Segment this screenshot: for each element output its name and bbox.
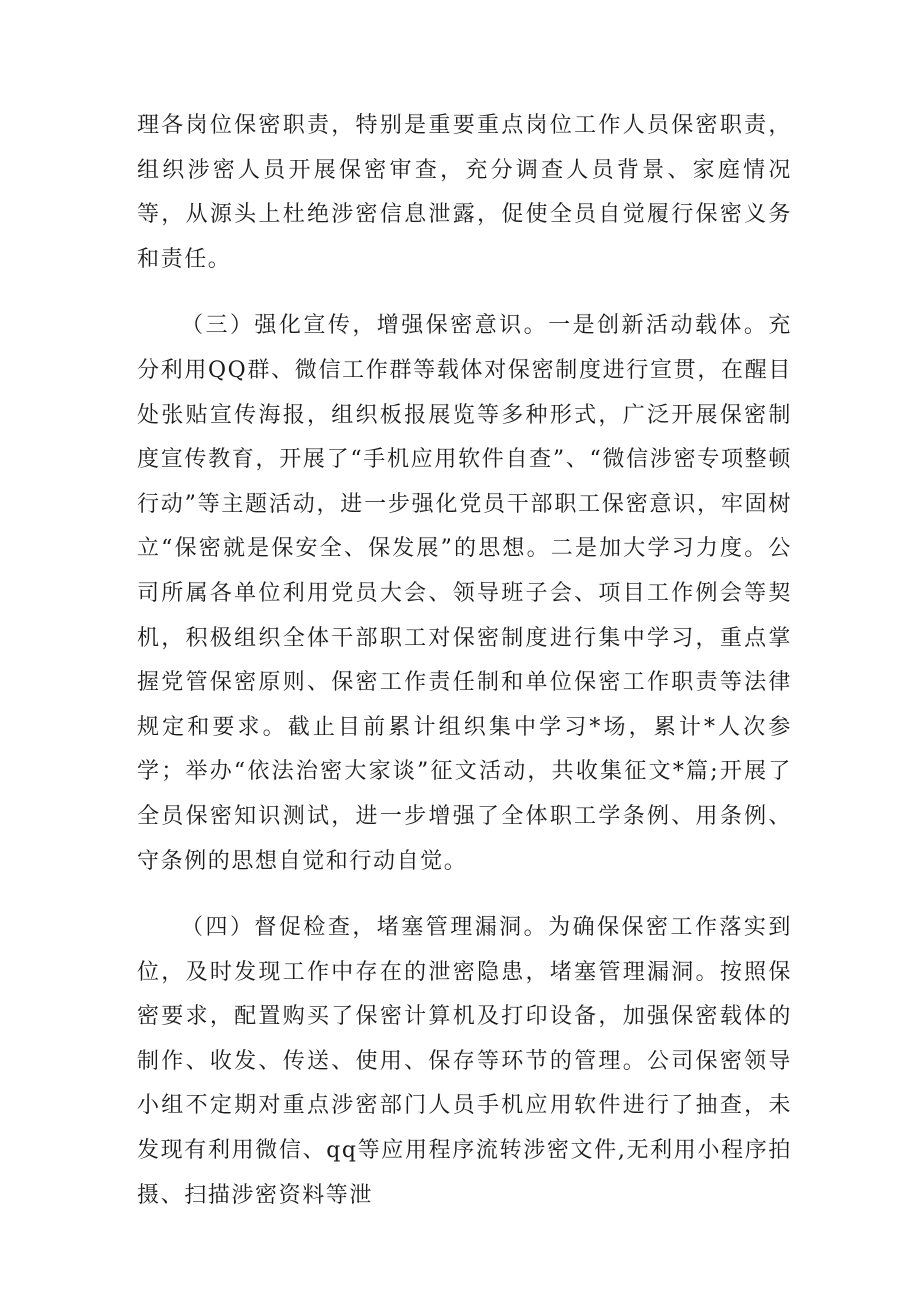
document-body <box>137 104 792 1218</box>
paragraph-section-four: （四）督促检查，堵塞管理漏洞。为确保保密工作落实到位，及时发现工作中存在的泄密隐患，堵塞管理漏洞。按照保密要求，配置购买了保密计算机及打印设备，加强保密载体的制作、收发、传送、使用、保存等环节的管理。公司保密领导小组不定期对重点涉密部门人员手机应用软件进行了抽查，未发现有利用微信、qq等应用程序流转涉密文件,无利用小程序拍摄、扫描涉密资料等泄 <box>137 915 792 1208</box>
paragraph-continuation: 理各岗位保密职责，特别是重要重点岗位工作人员保密职责，组织涉密人员开展保密审查，充分调查人员背景、家庭情况等，从源头上杜绝涉密信息泄露，促使全员自觉履行保密义务和责任。 <box>137 113 792 272</box>
paragraph-section-three: （三）强化宣传，增强保密意识。一是创新活动载体。充分利用QQ群、微信工作群等载体对保密制度进行宣贯，在醒目处张贴宣传海报，组织板报展览等多种形式，广泛开展保密制度宣传教育，开展了“手机应用软件自查”、“微信涉密专项整顿行动”等主题活动，进一步强化党员干部职工保密意识，牢固树立“保密就是保安全、保发展”的思想。二是加大学习力度。公司所属各单位利用党员大会、领导班子会、项目工作例会等契机，积极组织全体干部职工对保密制度进行集中学习，重点掌握党管保密原则、保密工作责任制和单位保密工作职责等法律规定和要求。截止目前累计组织集中学习*场，累计*人次参学；举办“依法治密大家谈”征文活动，共收集征文*篇;开展了全员保密知识测试，进一步增强了全体职工学条例、用条例、守条例的思想自觉和行动自觉。 <box>137 313 792 874</box>
